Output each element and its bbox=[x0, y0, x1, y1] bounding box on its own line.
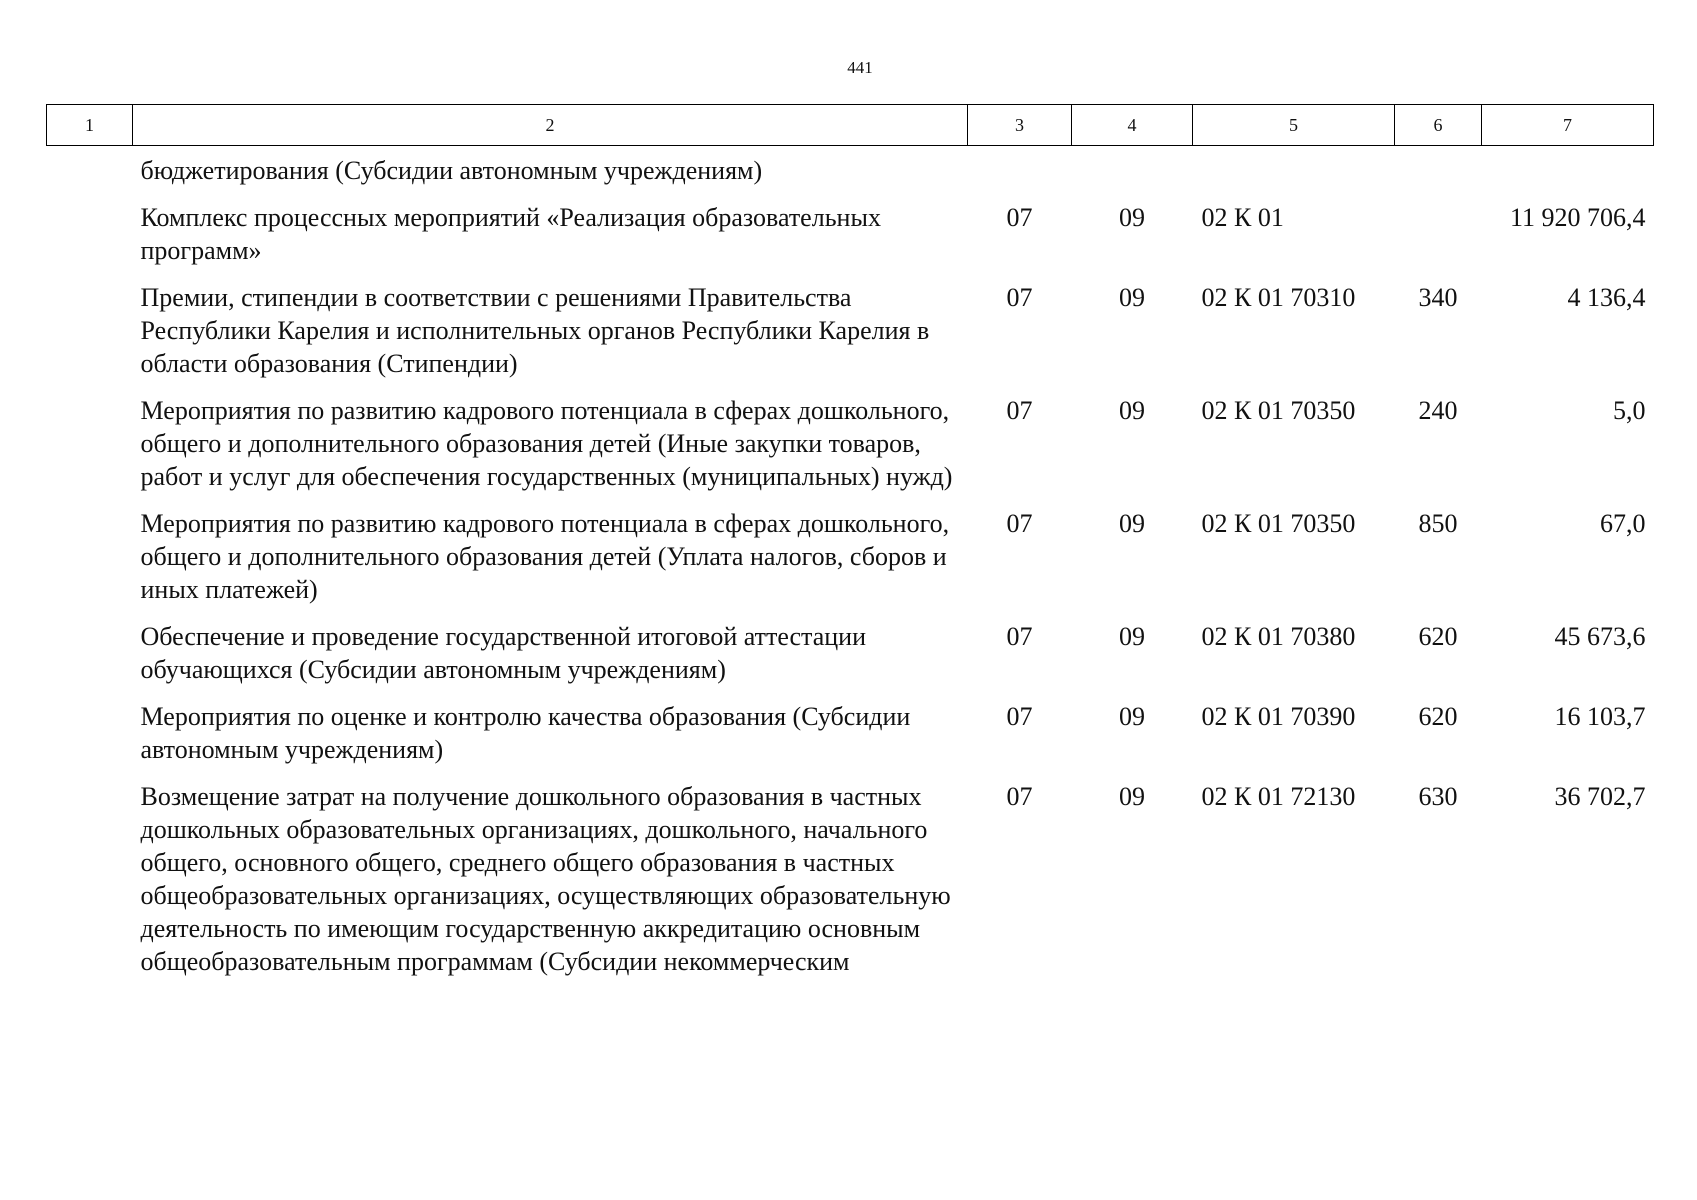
table-body bbox=[47, 146, 1654, 993]
expense-type-code: 340 bbox=[1418, 283, 1458, 312]
table-row bbox=[47, 201, 1654, 281]
table-row bbox=[47, 780, 1654, 992]
section-code: 07 bbox=[1006, 622, 1033, 651]
column-header-2: 2 bbox=[133, 105, 968, 146]
subsection-code: 09 bbox=[1119, 622, 1145, 651]
item-name: Мероприятия по оценке и контролю качества образования (Субсидии автономным учреждениям) bbox=[140, 702, 911, 764]
row-number-cell bbox=[47, 780, 133, 992]
target-article-code: 02 К 01 72130 bbox=[1201, 782, 1356, 811]
item-name: Комплекс процессных мероприятий «Реализация образовательных программ» bbox=[140, 203, 881, 265]
column-header-7: 7 bbox=[1482, 105, 1654, 146]
amount: 11 920 706,4 bbox=[1509, 203, 1646, 232]
table-row bbox=[47, 620, 1654, 700]
expense-type-code: 630 bbox=[1418, 782, 1458, 811]
item-name: Обеспечение и проведение государственной итоговой аттестации обучающихся (Субсидии автономным учреждениям) bbox=[140, 622, 867, 684]
table-row bbox=[47, 394, 1654, 507]
subsection-code bbox=[1072, 146, 1193, 202]
section-code: 07 bbox=[1006, 283, 1033, 312]
target-article-code bbox=[1193, 146, 1395, 202]
page-number: 441 bbox=[847, 58, 873, 77]
item-name: Мероприятия по развитию кадрового потенциала в сферах дошкольного, общего и дополнительного образования детей (Уплата налогов, сборов и иных платежей) bbox=[140, 509, 950, 604]
row-number-cell bbox=[47, 700, 133, 780]
row-number-cell bbox=[47, 394, 133, 507]
expense-type-code: 240 bbox=[1418, 396, 1458, 425]
column-header-4: 4 bbox=[1072, 105, 1193, 146]
budget-table bbox=[46, 104, 1654, 992]
column-header-1: 1 bbox=[47, 105, 133, 146]
target-article-code: 02 К 01 bbox=[1201, 203, 1284, 232]
row-number-cell bbox=[47, 146, 133, 202]
item-name: бюджетирования (Субсидии автономным учреждениям) bbox=[140, 156, 763, 185]
row-number-cell bbox=[47, 281, 133, 394]
expense-type-code: 620 bbox=[1418, 702, 1458, 731]
section-code: 07 bbox=[1006, 509, 1033, 538]
section-code bbox=[968, 146, 1072, 202]
section-code: 07 bbox=[1006, 396, 1033, 425]
target-article-code: 02 К 01 70380 bbox=[1201, 622, 1356, 651]
table-header bbox=[47, 105, 1654, 146]
table-row bbox=[47, 146, 1654, 202]
subsection-code: 09 bbox=[1119, 702, 1145, 731]
expense-type-code bbox=[1395, 201, 1482, 281]
section-code: 07 bbox=[1006, 203, 1033, 232]
header-row bbox=[47, 105, 1654, 146]
amount bbox=[1482, 146, 1654, 202]
subsection-code: 09 bbox=[1119, 203, 1145, 232]
section-code: 07 bbox=[1006, 782, 1033, 811]
row-number-cell bbox=[47, 620, 133, 700]
subsection-code: 09 bbox=[1119, 509, 1145, 538]
subsection-code: 09 bbox=[1119, 782, 1145, 811]
table-row bbox=[47, 281, 1654, 394]
column-header-5: 5 bbox=[1193, 105, 1395, 146]
row-number-cell bbox=[47, 201, 133, 281]
expense-type-code: 850 bbox=[1418, 509, 1458, 538]
target-article-code: 02 К 01 70310 bbox=[1201, 283, 1356, 312]
row-number-cell bbox=[47, 507, 133, 620]
amount: 4 136,4 bbox=[1567, 283, 1646, 312]
amount: 36 702,7 bbox=[1554, 782, 1646, 811]
expense-type-code bbox=[1395, 146, 1482, 202]
amount: 45 673,6 bbox=[1554, 622, 1646, 651]
section-code: 07 bbox=[1006, 702, 1033, 731]
table-row bbox=[47, 507, 1654, 620]
item-name: Мероприятия по развитию кадрового потенциала в сферах дошкольного, общего и дополнительного образования детей (Иные закупки товаров, работ и услуг для обеспечения государственных (муниципальных) нужд) bbox=[140, 396, 953, 491]
expense-type-code: 620 bbox=[1418, 622, 1458, 651]
subsection-code: 09 bbox=[1119, 283, 1145, 312]
target-article-code: 02 К 01 70390 bbox=[1201, 702, 1356, 731]
column-header-6: 6 bbox=[1395, 105, 1482, 146]
subsection-code: 09 bbox=[1119, 396, 1145, 425]
amount: 5,0 bbox=[1613, 396, 1646, 425]
target-article-code: 02 К 01 70350 bbox=[1201, 396, 1356, 425]
target-article-code: 02 К 01 70350 bbox=[1201, 509, 1356, 538]
item-name: Возмещение затрат на получение дошкольного образования в частных дошкольных образовательных организациях, дошкольного, начального общего, основного общего, среднего общего образования в частных общеобразовательных организациях, осуществляющих образовательную деятельность по имеющим государственную аккредитацию основным общеобразовательным программам (Субсидии некоммерческим bbox=[140, 782, 951, 976]
table-row bbox=[47, 700, 1654, 780]
amount: 67,0 bbox=[1600, 509, 1646, 538]
amount: 16 103,7 bbox=[1554, 702, 1646, 731]
item-name: Премии, стипендии в соответствии с решениями Правительства Республики Карелия и исполнительных органов Республики Карелия в области образования (Стипендии) bbox=[140, 283, 930, 378]
column-header-3: 3 bbox=[968, 105, 1072, 146]
